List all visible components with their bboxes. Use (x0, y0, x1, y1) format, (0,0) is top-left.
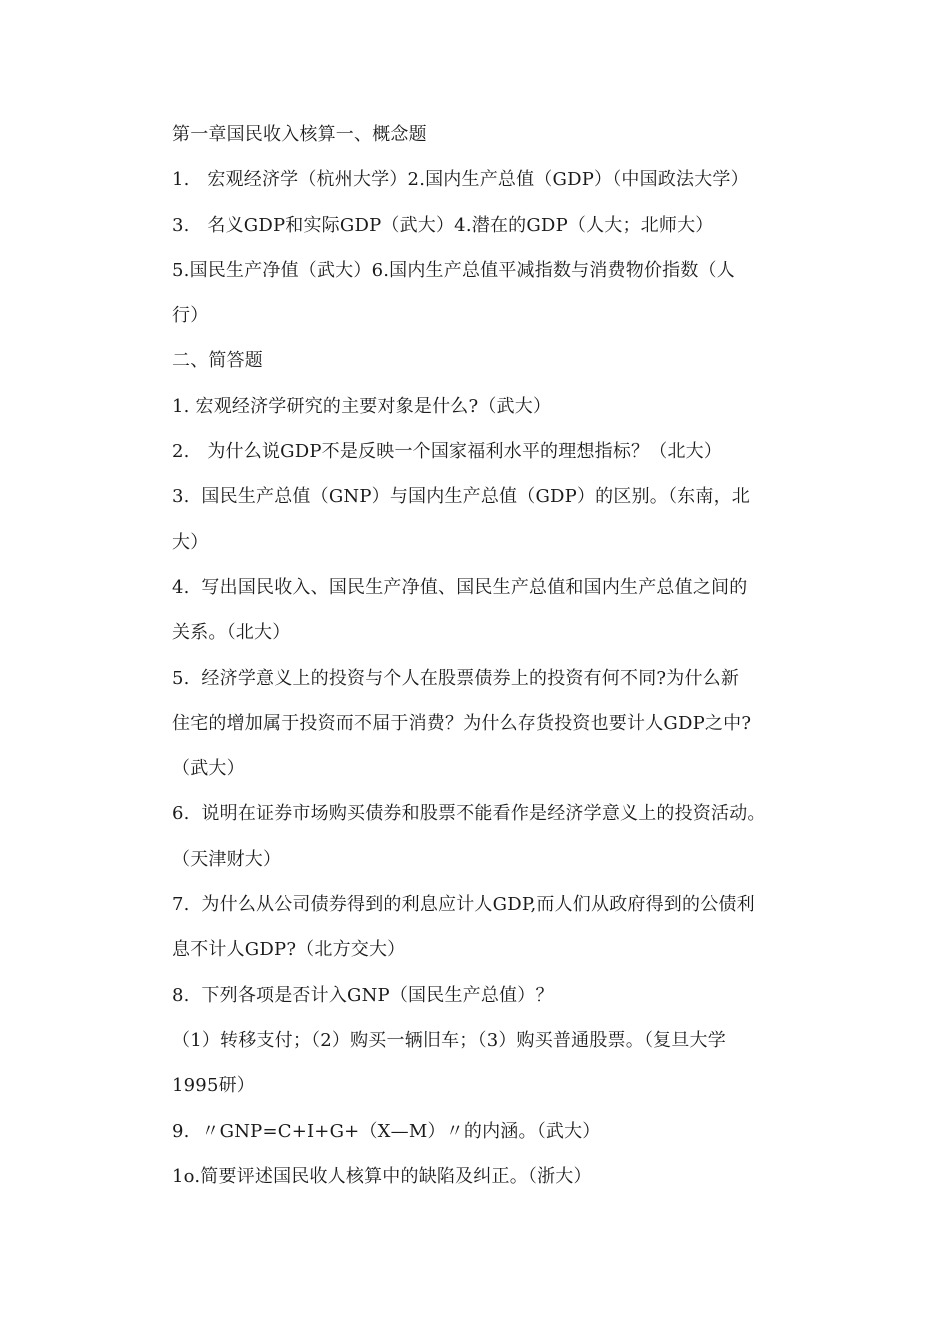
text-line: 住宅的增加属于投资而不届于消费？为什么存货投资也要计人GDP之中? (172, 712, 752, 734)
text-line: （天津财大） (172, 848, 282, 870)
text-line: 5. 经济学意义上的投资与个人在股票债券上的投资有何不同?为什么新 (172, 667, 740, 689)
text-line: 7. 为什么从公司债券得到的利息应计人GDP,而人们从政府得到的公债利 (172, 894, 755, 916)
text-line: （1）转移支付；（2）购买一辆旧车；（3）购买普通股票。（复旦大学 (172, 1029, 726, 1051)
text-line: 1. 宏观经济学（杭州大学）2.国内生产总值（GDP）（中国政法大学） (172, 169, 749, 191)
text-line: 2. 为什么说GDP不是反映一个国家福利水平的理想指标？（北大） (172, 441, 723, 463)
text-line: 8. 下列各项是否计入GNP（国民生产总值）？ (172, 984, 554, 1006)
text-line: 关系。（北大） (172, 622, 291, 644)
text-line: （武大） (172, 758, 245, 780)
text-line: 1o.简要评述国民收人核算中的缺陷及纠正。（浙大） (172, 1165, 592, 1187)
text-line: 9. 〃GNP=C+I+G+（X—M）〃的内涵。（武大） (172, 1120, 601, 1142)
text-line: 3. 国民生产总值（GNP）与国内生产总值（GDP）的区别。（东南，北 (172, 486, 750, 508)
text-line: 5.国民生产净值（武大）6.国内生产总值平减指数与消费物价指数（人 (172, 259, 735, 281)
chapter-heading: 第一章国民收入核算一、概念题 (172, 124, 427, 145)
text-line: 3. 名义GDP和实际GDP（武大）4.潜在的GDP（人大；北师大） (172, 214, 714, 236)
text-line: 4. 写出国民收入、国民生产净值、国民生产总值和国内生产总值之间的 (172, 576, 748, 598)
document-body (172, 120, 812, 1207)
text-line: 行） (172, 305, 209, 327)
text-line: 息不计人GDP?（北方交大） (172, 939, 406, 961)
text-line: 1995研） (172, 1075, 256, 1097)
text-line: 1. 宏观经济学研究的主要对象是什么?（武大） (172, 395, 552, 417)
section-heading: 二、简答题 (172, 350, 263, 372)
text-line: 6. 说明在证券市场购买债券和股票不能看作是经济学意义上的投资活动。 (172, 803, 766, 825)
text-line: 大） (172, 531, 209, 553)
